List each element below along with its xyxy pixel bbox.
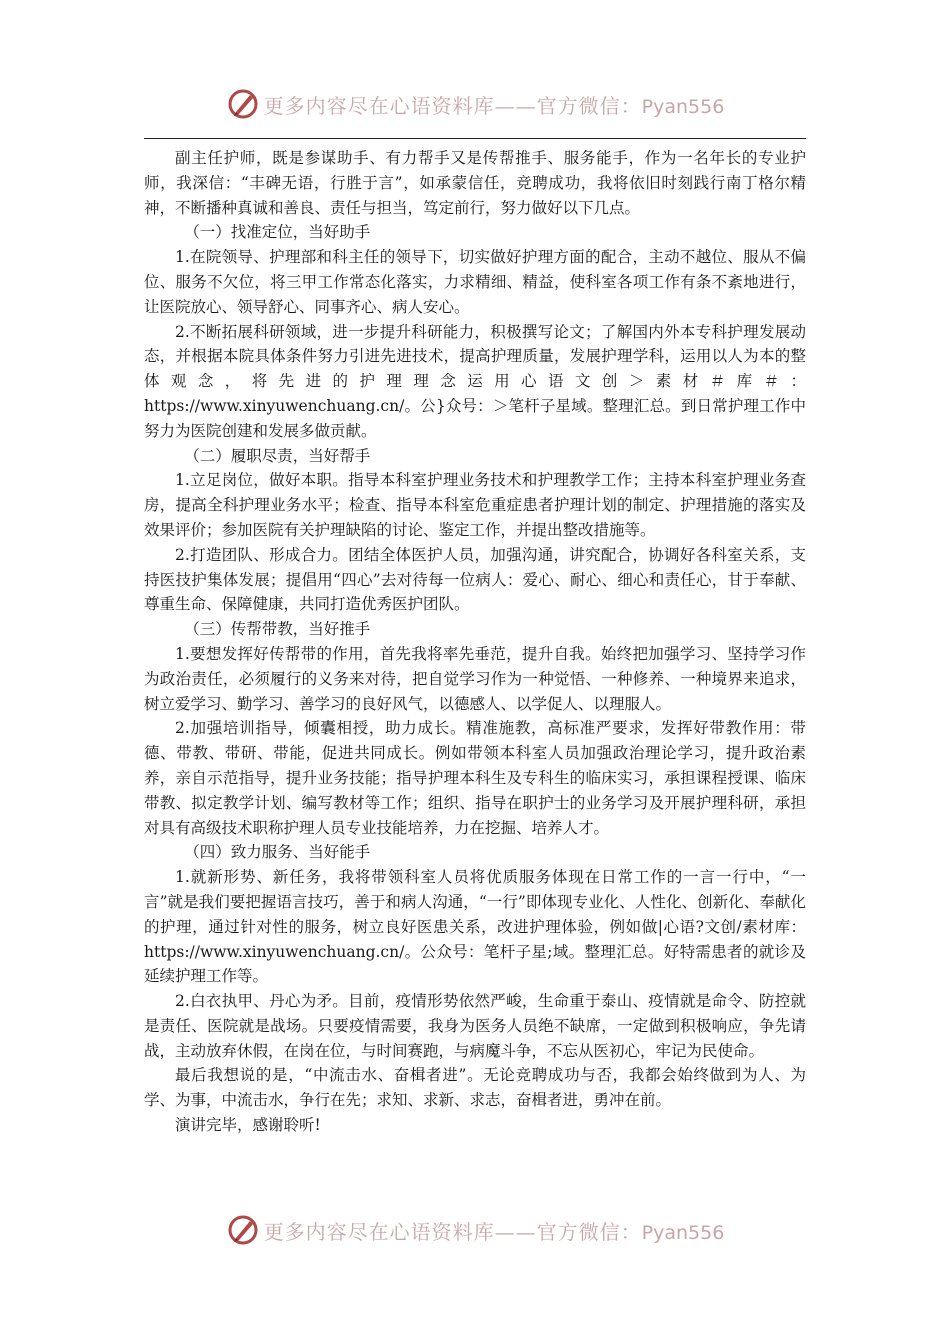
paragraph: 1.就新形势、新任务，我将带领科室人员将优质服务体现在日常工作的一言一行中，“一言”就是我们要把握语言技巧，善于和病人沟通，“一行”即体现专业化、人性化、创新化、奉献化的护理，通过针对性的服务，树立良好医患关系，改进护理体验，例如做|心语?文创/素材库：https://www.xinyuwenchuang.cn/。公众号：笔杆子星;域。整理汇总。好特需患者的就诊及延续护理工作等。 [144, 868, 806, 986]
paragraph: 1.要想发挥好传帮带的作用，首先我将率先垂范，提升自我。始终把加强学习、坚持学习作为政治责任，必须履行的义务来对待，把自觉学习作为一种觉悟、一种修养、一种境界来追求，树立爱学习、勤学习、善学习的良好风气，以德感人、以学促人、以理服人。 [144, 644, 806, 713]
footer-banner [0, 1210, 950, 1250]
paragraph: 2.打造团队、形成合力。团结全体医护人员，加强沟通，讲究配合，协调好各科室关系，支持医技护集体发展；提倡用“四心”去对待每一位病人：爱心、耐心、细心和责任心，甘于奉献、尊重生命、保障健康，共同打造优秀医护团队。 [144, 545, 806, 614]
pen-circle-logo-icon [226, 1213, 260, 1247]
banner-text: 更多内容尽在心语资料库——官方微信：Pyan556 [263, 1219, 725, 1244]
banner-text: 更多内容尽在心语资料库——官方微信：Pyan556 [263, 93, 725, 118]
section-heading-4: （四）致力服务、当好能手 [184, 843, 371, 862]
paragraph: 1.立足岗位，做好本职。指导本科室护理业务技术和护理教学工作；主持本科室护理业务查房，提高全科护理业务水平；检查、指导本科室危重症患者护理计划的制定、护理措施的落实及效果评价；参加医院有关护理缺陷的讨论、鉴定工作，并提出整改措施等。 [144, 471, 806, 539]
paragraph-closing: 最后我想说的是，“中流击水、奋楫者进”。无论竞聘成功与否，我都会始终做到为人、为学、为事，中流击水，争行在先；求知、求新、求志，奋楫者进，勇冲在前。 [144, 1066, 806, 1110]
section-heading-3: （三）传帮带教，当好推手 [184, 620, 371, 639]
paragraph: 2.白衣执甲、丹心为矛。目前，疫情形势依然严峻，生命重于泰山、疫情就是命令、防控就是责任、医院就是战场。只要疫情需要，我身为医务人员绝不缺席，一定做到积极响应，争先请战，主动放弃休假，在岗在位，与时间赛跑，与病魔斗争，不忘从医初心，牢记为民使命。 [144, 992, 806, 1060]
document-body [144, 146, 806, 1138]
section-heading-1: （一）找准定位，当好助手 [184, 223, 371, 242]
paragraph: 2.加强培训指导，倾囊相授，助力成长。精准施教，高标准严要求，发挥好带教作用：带德、带教、带研、带能，促进共同成长。例如带领本科室人员加强政治理论学习，提升政治素养，亲自示范指导，提升业务技能；指导护理本科生及专科生的临床实习，承担课程授课、临床带教、拟定教学计划、编写教材等工作；组织、指导在职护士的业务学习及开展护理科研，承担对具有高级技术职称护理人员专业技能培养，力在挖掘、培养人才。 [144, 719, 806, 837]
paragraph-intro: 副主任护师，既是参谋助手、有力帮手又是传帮推手、服务能手，作为一名年长的专业护师，我深信：“丰碑无语，行胜于言”，如承蒙信任，竞聘成功，我将依旧时刻践行南丁格尔精神，不断播种真诚和善良、责任与担当，笃定前行，努力做好以下几点。 [144, 149, 806, 217]
header-divider [144, 138, 806, 139]
header-banner [0, 84, 950, 124]
paragraph: 2.不断拓展科研领域，进一步提升科研能力，积极撰写论文；了解国内外本专科护理发展动态，并根据本院具体条件努力引进先进技术，提高护理质量，发展护理学科，运用以人为本的整体观念，将先进的护理理念运用心语文创＞素材＃库＃：https://www.xinyuwenchuang.cn/。公}众号：＞笔杆子星域。整理汇总。到日常护理工作中努力为医院创建和发展多做贡献。 [144, 322, 806, 440]
pen-circle-logo-icon [226, 87, 260, 121]
wechat-id: Pyan556 [641, 95, 725, 118]
paragraph: 1.在院领导、护理部和科主任的领导下，切实做好护理方面的配合，主动不越位、服从不偏位、服务不欠位，将三甲工作常态化落实，力求精细、精益，使科室各项工作有条不紊地进行，让医院放心、领导舒心、同事齐心、病人安心。 [144, 248, 806, 316]
section-heading-2: （二）履职尽责，当好帮手 [184, 446, 371, 465]
wechat-id: Pyan556 [641, 1221, 725, 1244]
paragraph-thanks: 演讲完毕，感谢聆听! [175, 1116, 321, 1135]
